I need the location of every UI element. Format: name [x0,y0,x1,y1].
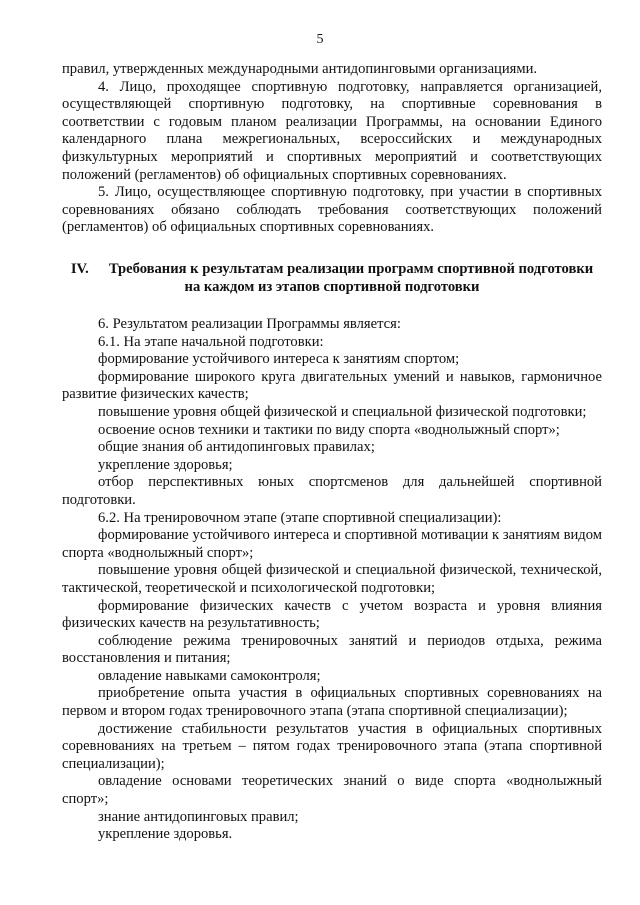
list-item: укрепление здоровья; [98,456,233,473]
intro-block [62,61,602,237]
subsection-6-1: 6.1. На этапе начальной подготовки: [98,333,324,350]
paragraph-6: 6. Результатом реализации Программы является: [98,316,401,332]
list-item: овладение основами теоретических знаний о виде спорта «воднолыжный спорт»; [62,773,602,808]
section-title-line-2: на каждом из этапов спортивной подготовки [184,278,480,295]
list-item: формирование широкого круга двигательных умений и навыков, гармоничное развитие физических качеств; [62,368,602,403]
list-item: формирование физических качеств с учетом возраста и уровня влияния физических качеств на результативность; [62,597,602,632]
list-item: укрепление здоровья. [98,826,233,843]
section-number: IV. [70,261,89,277]
list-item: знание антидопинговых правил; [98,808,299,825]
section-title-line-1: Требования к результатам реализации программ спортивной подготовки [108,261,594,277]
section-heading-line-1 [62,261,602,279]
list-item: отбор перспективных юных спортсменов для дальнейшей спортивной подготовки. [62,474,602,508]
paragraph-4: 4. Лицо, проходящее спортивную подготовку, направляется организацией, осуществляющей спортивную подготовку, на спортивные соревнования в соответствии с годовым планом реализации Программы, на основании Единого календарного плана межрегиональных, всероссийских и международных физкультурных мероприятий и спортивных мероприятий и соответствующих положений (регламентов) об официальных спортивных соревнованиях. [62,78,602,183]
list-item: достижение стабильности результатов участия в официальных спортивных соревнованиях на третьем – пятом годах тренировочного этапа (этапа спортивной специализации); [62,720,602,772]
list-item: освоение основ техники и тактики по виду спорта «воднолыжный спорт»; [98,421,560,438]
results-list [62,316,602,844]
list-item: формирование устойчивого интереса к занятиям спортом; [98,351,460,368]
page-number: 5 [316,32,324,47]
list-item: приобретение опыта участия в официальных спортивных соревнованиях на первом и втором годах тренировочного этапа (этапа спортивной специализации); [62,685,602,720]
list-item: повышение уровня общей физической и специальной физической подготовки; [98,403,587,420]
paragraph-5: 5. Лицо, осуществляющее спортивную подготовку, при участии в спортивных соревнованиях обязано соблюдать требования соответствующих положений (регламентов) об официальных спортивных соревнованиях. [62,184,602,236]
list-item: общие знания об антидопинговых правилах; [98,439,375,456]
subsection-6-2: 6.2. На тренировочном этапе (этапе спортивной специализации): [98,509,502,526]
list-item: соблюдение режима тренировочных занятий и периодов отдыха, режима восстановления и питания; [62,632,602,667]
section-heading [62,261,602,296]
list-item: формирование устойчивого интереса и спортивной мотивации к занятиям видом спорта «воднолыжный спорт»; [62,527,602,561]
paragraph-continuation: правил, утвержденных международными антидопинговыми организациями. [62,61,538,77]
list-item: овладение навыками самоконтроля; [98,667,321,684]
list-item: повышение уровня общей физической и специальной физической, технической, тактической, теоретической и психологической подготовки; [62,562,602,596]
